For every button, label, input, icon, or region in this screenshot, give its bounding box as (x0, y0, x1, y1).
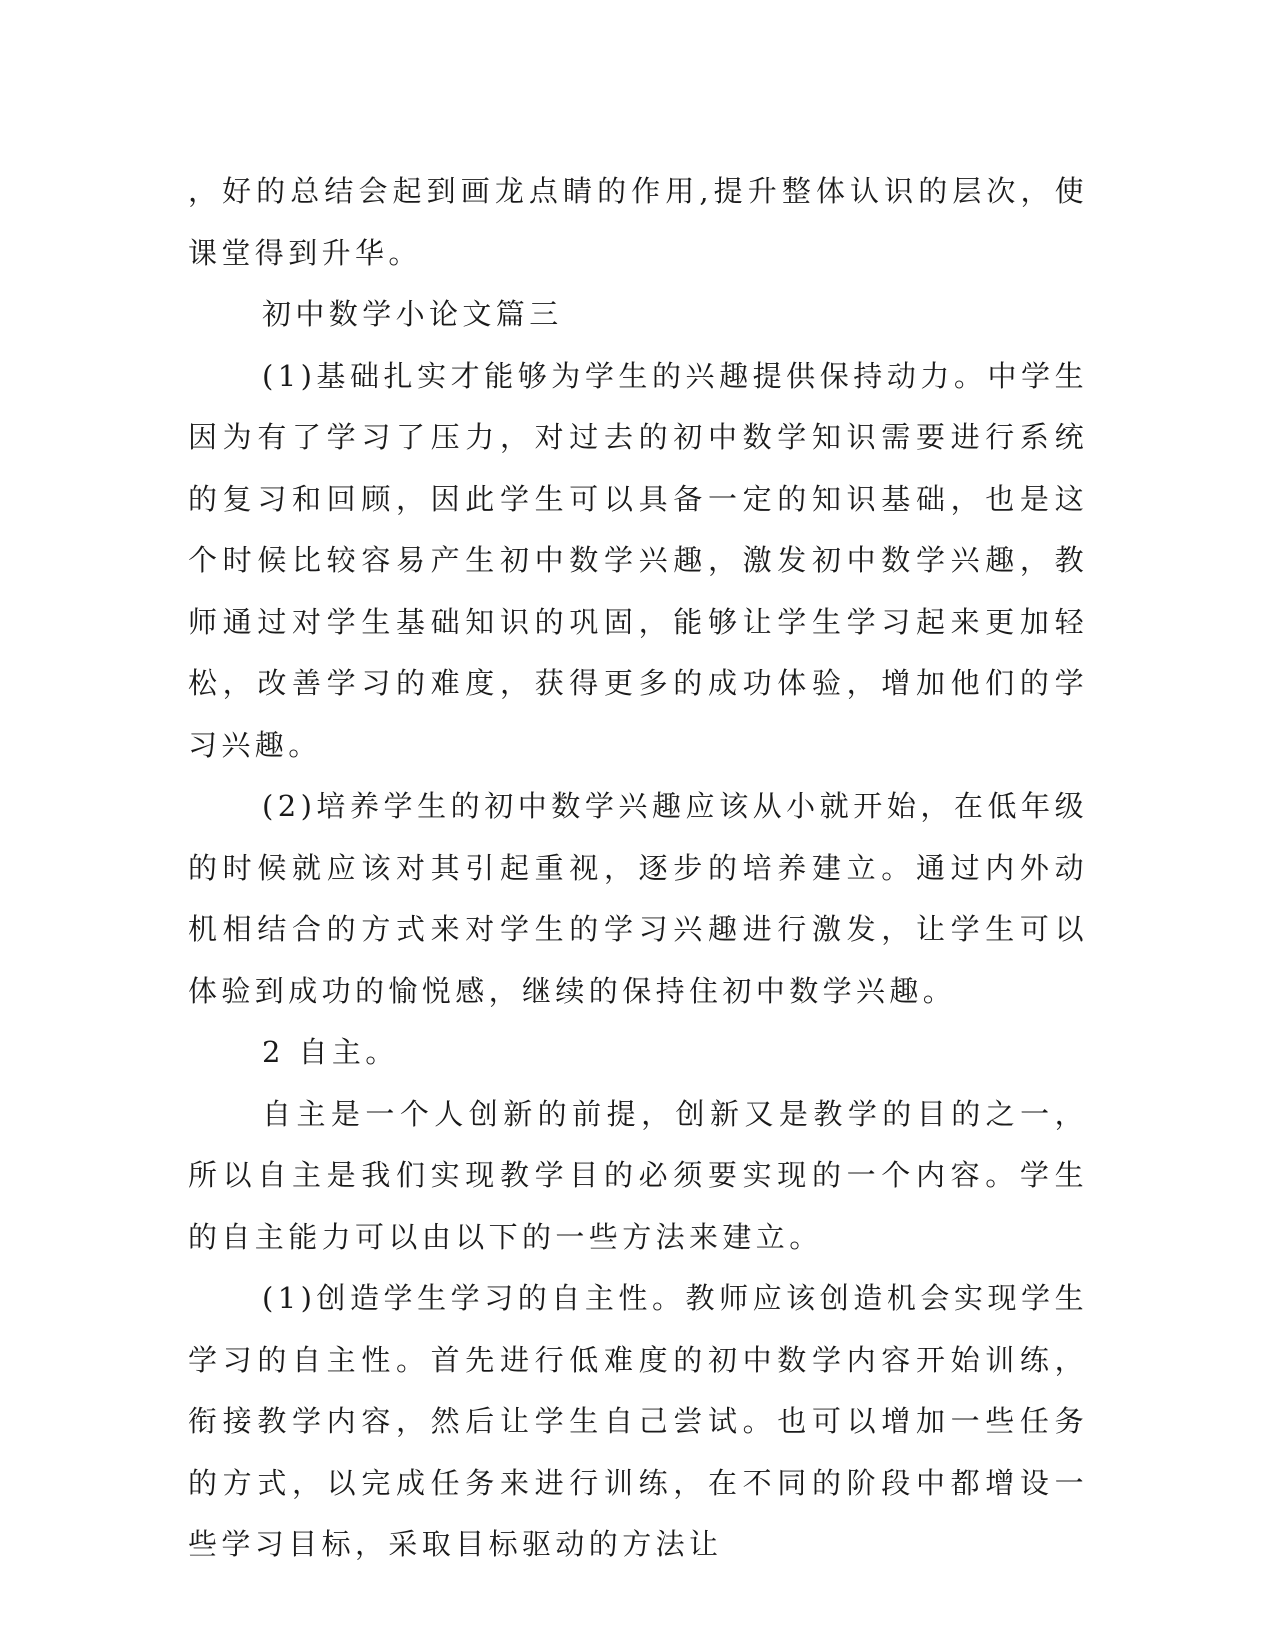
paragraph-point-1-create: (1)创造学生学习的自主性。教师应该创造机会实现学生学习的自主性。首先进行低难度的初中数学内容开始训练，衔接教学内容，然后让学生自己尝试。也可以增加一些任务的方式，以完成任务来进行训练，在不同的阶段中都增设一些学习目标，采取目标驱动的方法让 (188, 1281, 1088, 1561)
paragraph-continuation: ，好的总结会起到画龙点睛的作用,提升整体认识的层次，使课堂得到升华。 (188, 174, 1088, 270)
paragraph-point-1-basics: (1)基础扎实才能够为学生的兴趣提供保持动力。中学生因为有了学习了压力，对过去的初中数学知识需要进行系统的复习和回顾，因此学生可以具备一定的知识基础，也是这个时候比较容易产生初中数学兴趣，激发初中数学兴趣，教师通过对学生基础知识的巩固，能够让学生学习起来更加轻松，改善学习的难度，获得更多的成功体验，增加他们的学习兴趣。 (188, 358, 1088, 762)
heading-autonomy: 2 自主。 (262, 1035, 399, 1069)
paragraph-point-2-cultivate: (2)培养学生的初中数学兴趣应该从小就开始，在低年级的时候就应该对其引起重视，逐步的培养建立。通过内外动机相结合的方式来对学生的学习兴趣进行激发，让学生可以体验到成功的愉悦感，继续的保持住初中数学兴趣。 (188, 789, 1088, 1008)
paragraph-autonomy-intro: 自主是一个人创新的前提，创新又是教学的目的之一，所以自主是我们实现教学目的必须要实现的一个内容。学生的自主能力可以由以下的一些方法来建立。 (188, 1096, 1088, 1254)
section-title: 初中数学小论文篇三 (262, 297, 563, 331)
document-body (188, 161, 1088, 1576)
